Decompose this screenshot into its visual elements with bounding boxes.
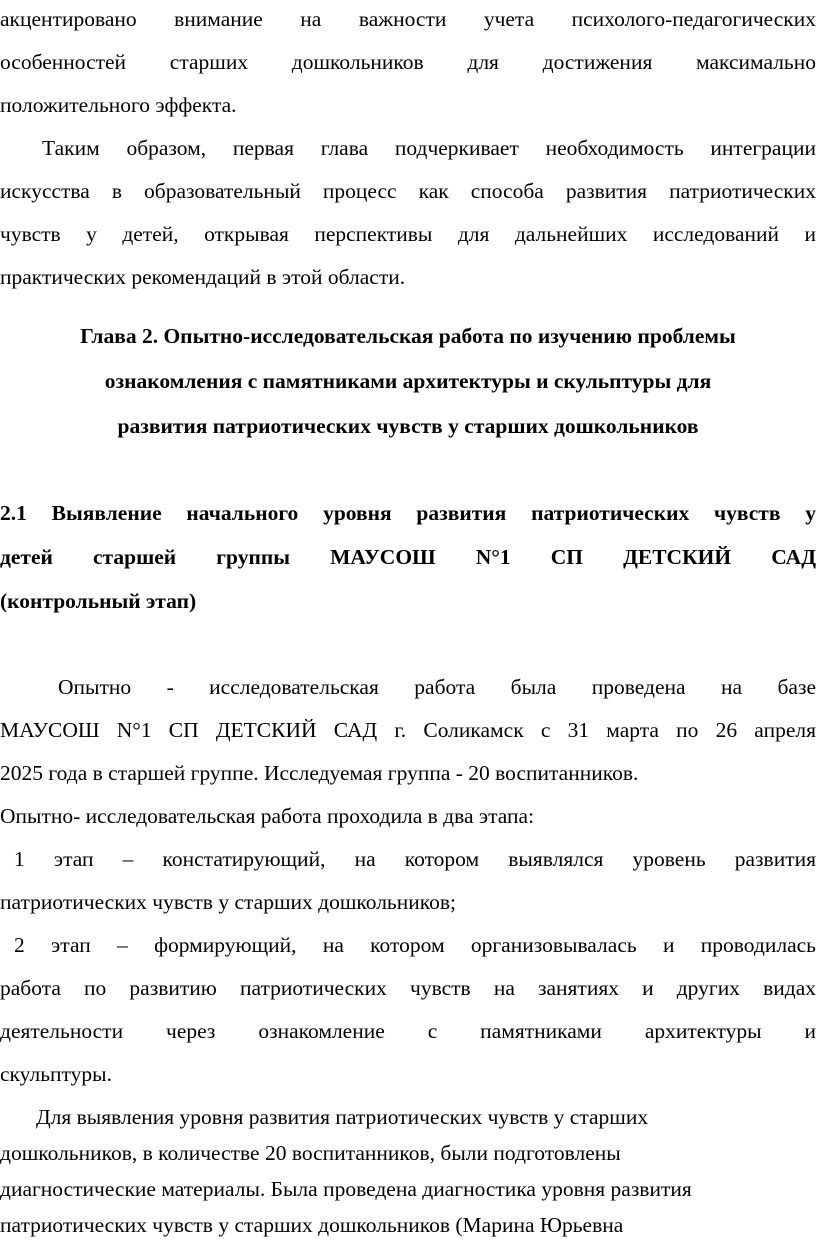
text-line: диагностические материалы. Была проведена диагностика уровня развития (0, 1177, 692, 1201)
list-item-line: 2 этап – формирующий, на котором организовывалась и проводилась (14, 933, 816, 957)
text-line: дошкольников, в количестве 20 воспитанников, были подготовлены (0, 1141, 621, 1165)
text-line: МАУСОШ N°1 СП ДЕТСКИЙ САД г. Соликамск с 31 марта по 26 апреля (0, 718, 816, 742)
text-line: практических рекомендаций в этой области. (0, 265, 406, 289)
chapter-title-line: Глава 2. Опытно-исследовательская работа по изучению проблемы (80, 324, 736, 348)
chapter-title-line: ознакомления с памятниками архитектуры и скульптуры для (104, 369, 712, 393)
text-line: 2025 года в старшей группе. Исследуемая группа - 20 воспитанников. (0, 761, 639, 785)
text-line: Для выявления уровня развития патриотических чувств у старших (36, 1105, 649, 1129)
list-item-line: скульптуры. (0, 1062, 112, 1086)
text-line: Таким образом, первая глава подчеркивает необходимость интеграции (42, 136, 816, 160)
text-line: чувств у детей, открывая перспективы для дальнейших исследований и (0, 222, 816, 246)
text-line: положительного эффекта. (0, 93, 237, 117)
list-item-line: 1 этап – констатирующий, на котором выявлялся уровень развития (14, 847, 816, 871)
list-item-line: деятельности через ознакомление с памятниками архитектуры и (0, 1019, 816, 1043)
text-line: патриотических чувств у старших дошкольников (Марина Юрьевна (0, 1213, 624, 1237)
text-line: Опытно - исследовательская работа была проведена на базе (58, 675, 816, 699)
section-title-line: детей старшей группы МАУСОШ N°1 СП ДЕТСКИЙ САД (0, 545, 816, 569)
section-title-line: (контрольный этап) (0, 589, 197, 613)
chapter-title-line: развития патриотических чувств у старших дошкольников (117, 414, 699, 438)
text-line: Опытно- исследовательская работа проходила в два этапа: (0, 804, 535, 828)
text-line: особенностей старших дошкольников для достижения максимально (0, 50, 816, 74)
list-item-line: патриотических чувств у старших дошкольников; (0, 890, 456, 914)
section-title-line: 2.1 Выявление начального уровня развития патриотических чувств у (0, 501, 816, 525)
list-item-line: работа по развитию патриотических чувств на занятиях и других видах (0, 976, 816, 1000)
text-line: акцентировано внимание на важности учета психолого-педагогических (0, 7, 816, 31)
text-line: искусства в образовательный процесс как способа развития патриотических (0, 179, 816, 203)
